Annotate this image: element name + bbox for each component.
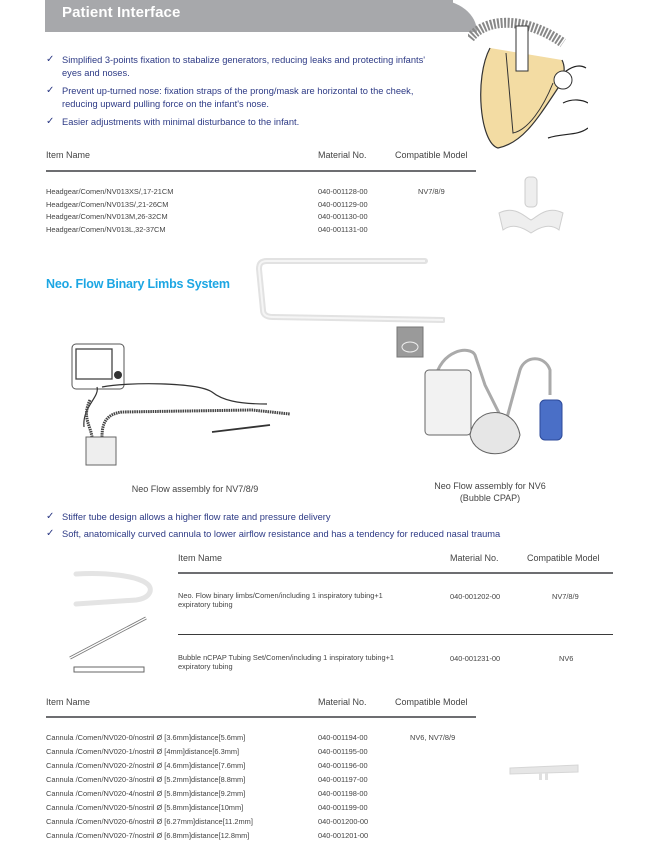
nv789-assembly-diagram xyxy=(62,342,302,472)
binary-limbs-product xyxy=(76,573,150,604)
item-name: Cannula /Comen/NV020-0/nostril Ø [3.6mm]distance[5.6mm] xyxy=(46,733,246,742)
table-row xyxy=(178,591,383,609)
expiratory-tube xyxy=(212,425,270,432)
table-row xyxy=(46,815,455,829)
material-no: 040-001231-00 xyxy=(450,654,501,663)
compatible-model: NV7/8/9 xyxy=(552,592,579,601)
ventilator-knob xyxy=(114,371,122,379)
column-header-compatible-model: Compatible Model xyxy=(527,553,600,563)
table-divider xyxy=(178,572,613,574)
limb-product-images xyxy=(66,568,166,680)
checkmark-icon: ✓ xyxy=(46,85,55,96)
table-row xyxy=(46,773,455,787)
column-header-compatible-model: Compatible Model xyxy=(395,697,468,707)
feature-item xyxy=(46,511,586,524)
table-row xyxy=(46,199,445,212)
finger-illustration xyxy=(554,71,572,89)
table-row xyxy=(46,731,455,745)
material-no: 040-001128-00 xyxy=(318,187,368,196)
table-divider xyxy=(46,716,476,718)
cannula-body xyxy=(510,765,578,774)
item-name: Headgear/Comen/NV013XS/,17-21CM xyxy=(46,187,174,196)
feature-text: Soft, anatomically curved cannula to lower airflow resistance and has a tendency for reduced nasal trauma xyxy=(62,529,501,539)
material-no: 040-001201-00 xyxy=(318,831,369,840)
feature-text: Easier adjustments with minimal disturbance to the infant. xyxy=(62,117,300,127)
column-header-material-no: Material No. xyxy=(318,697,367,707)
cannula-prong-1 xyxy=(539,773,542,780)
checkmark-icon: ✓ xyxy=(46,528,55,539)
checkmark-icon: ✓ xyxy=(46,116,55,127)
table-row xyxy=(46,829,455,843)
item-name: Bubble nCPAP Tubing Set/Comen/including 1 inspiratory tubing+1 xyxy=(178,653,395,662)
column-header-compatible-model: Compatible Model xyxy=(395,150,468,160)
item-name: Cannula /Comen/NV020-3/nostril Ø [5.2mm]distance[8.8mm] xyxy=(46,775,246,784)
table-row xyxy=(46,759,455,773)
headgear-illustration xyxy=(468,8,588,168)
table-row xyxy=(46,224,445,237)
table-row xyxy=(46,186,445,199)
material-no: 040-001198-00 xyxy=(318,789,368,798)
limb-tube xyxy=(259,261,443,320)
table-row xyxy=(46,211,445,224)
material-no: 040-001202-00 xyxy=(450,592,501,601)
item-name-cont: expiratory tubing xyxy=(178,600,233,609)
feature-text: Simplified 3-points fixation to stabalize generators, reducing leaks and protecting infants' xyxy=(62,55,426,65)
material-no: 040-001196-00 xyxy=(318,761,368,770)
feature-item xyxy=(46,54,446,80)
item-name: Neo. Flow binary limbs/Comen/including 1 inspiratory tubing+1 xyxy=(178,591,383,600)
binary-limbs-features xyxy=(46,511,586,546)
item-name: Cannula /Comen/NV020-4/nostril Ø [5.8mm]distance[9.2mm] xyxy=(46,789,246,798)
table-divider xyxy=(178,634,613,635)
humidifier-unit xyxy=(425,370,471,435)
nv6-assembly-diagram xyxy=(395,325,575,475)
headgear-product-band xyxy=(525,177,537,207)
page-title: Patient Interface xyxy=(62,4,181,21)
column-header-material-no: Material No. xyxy=(450,553,499,563)
item-name: Headgear/Comen/NV013S/,21-26CM xyxy=(46,199,169,209)
compatible-model: NV6, NV7/8/9 xyxy=(410,733,456,742)
compatible-model: NV7/8/9 xyxy=(418,187,445,196)
checkmark-icon: ✓ xyxy=(46,54,55,65)
checkmark-icon: ✓ xyxy=(46,511,55,522)
binary-limbs-image xyxy=(255,255,445,325)
compatible-model: NV6 xyxy=(559,654,574,663)
item-name: Cannula /Comen/NV020-5/nostril Ø [5.8mm]distance[10mm] xyxy=(46,803,244,812)
item-name: Cannula /Comen/NV020-2/nostril Ø [4.6mm]distance[7.6mm] xyxy=(46,761,246,770)
table-row xyxy=(178,653,394,671)
material-no: 040-001195-00 xyxy=(318,747,368,756)
infant-head-illustration xyxy=(470,413,520,454)
breathing-circuit xyxy=(87,400,290,437)
item-name: Cannula /Comen/NV020-1/nostril Ø [4mm]distance[6.3mm] xyxy=(46,747,240,756)
bubble-cpap-bottle xyxy=(540,400,562,440)
table-row xyxy=(46,787,455,801)
material-no: 040-001194-00 xyxy=(318,733,368,742)
column-header-item-name: Item Name xyxy=(46,697,91,707)
prong-illustration xyxy=(516,26,528,71)
material-no: 040-001129-00 xyxy=(318,199,368,209)
section-title-binary-limbs: Neo. Flow Binary Limbs System xyxy=(46,277,230,291)
caption-nv6-line2: (Bubble CPAP) xyxy=(459,493,521,503)
table-divider xyxy=(46,170,476,172)
item-name: Cannula /Comen/NV020-7/nostril Ø [6.8mm]distance[12.8mm] xyxy=(46,831,250,840)
cannula-prong-2 xyxy=(545,773,548,780)
patient-interface-features xyxy=(46,54,446,134)
humidifier-chamber xyxy=(86,437,116,465)
material-no: 040-001199-00 xyxy=(318,803,368,812)
bubble-tubing-highlight xyxy=(70,618,146,658)
column-header-material-no: Material No. xyxy=(318,150,367,160)
column-header-item-name: Item Name xyxy=(46,150,91,160)
cable xyxy=(84,384,267,427)
caption-nv6-line1: Neo Flow assembly for NV6 xyxy=(434,481,546,491)
bubble-tubing-product-2 xyxy=(74,667,144,672)
limb-tube-highlight xyxy=(259,261,443,320)
feature-text: Prevent up-turned nose: fixation straps of the prong/mask are horizontal to the cheek, xyxy=(62,86,414,96)
table-row xyxy=(46,801,455,815)
feature-text: Stiffer tube design allows a higher flow rate and pressure delivery xyxy=(62,512,331,522)
feature-item xyxy=(46,85,446,111)
item-name-cont: expiratory tubing xyxy=(178,662,233,671)
caption-nv789: Neo Flow assembly for NV7/8/9 xyxy=(131,484,259,494)
cannula-table-body xyxy=(46,731,455,843)
table-row xyxy=(46,745,455,759)
headgear-product-image xyxy=(495,175,565,245)
cannula-product-image xyxy=(508,762,583,782)
item-name: Headgear/Comen/NV013L,32-37CM xyxy=(46,224,166,234)
item-name: Cannula /Comen/NV020-6/nostril Ø [6.27mm]distance[11.2mm] xyxy=(46,817,253,826)
feature-text-cont: reducing upward pulling force on the infant's nose. xyxy=(62,99,269,109)
feature-item xyxy=(46,116,446,129)
headgear-product-body xyxy=(499,210,563,233)
item-name: Headgear/Comen/NV013M,26-32CM xyxy=(46,212,168,221)
material-no: 040-001131-00 xyxy=(318,224,368,234)
material-no: 040-001130-00 xyxy=(318,212,368,221)
ventilator-screen xyxy=(76,349,112,379)
feature-item xyxy=(46,528,586,541)
material-no: 040-001200-00 xyxy=(318,817,369,826)
column-header-item-name: Item Name xyxy=(178,553,223,563)
material-no: 040-001197-00 xyxy=(318,775,368,784)
headgear-table-body xyxy=(46,186,445,236)
caption-nv6 xyxy=(410,480,570,504)
feature-text-cont: eyes and noses. xyxy=(62,68,130,78)
